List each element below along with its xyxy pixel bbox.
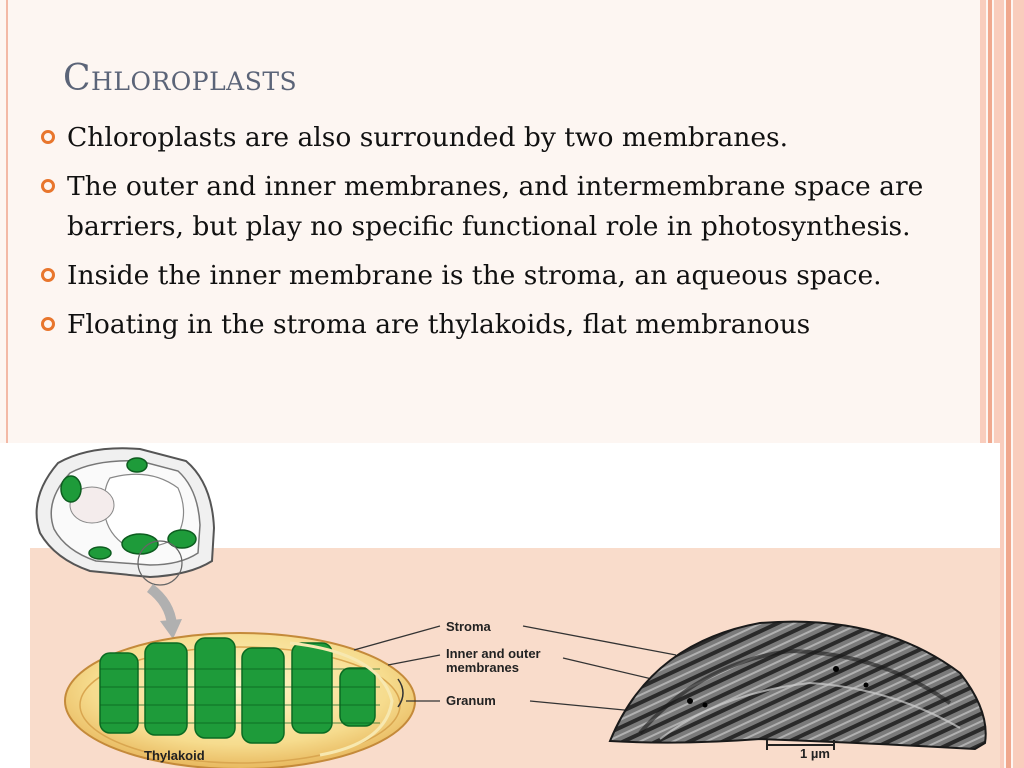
label-membranes-line2: membranes (446, 660, 519, 675)
bullet-text: The outer and inner membranes, and intermembrane space are barriers, but play no specific functional role in photosynthesis. (67, 171, 924, 242)
bullet-circle-icon (41, 179, 55, 193)
slide-title: Chloroplasts (63, 58, 298, 99)
label-membranes-line1: Inner and outer (446, 646, 541, 661)
bullet-circle-icon (41, 317, 55, 331)
bullet-circle-icon (41, 130, 55, 144)
label-stroma: Stroma (446, 619, 491, 634)
label-thylakoid: Thylakoid (144, 748, 205, 763)
chloroplast-3d-drawing (65, 633, 415, 768)
bullet-item (40, 167, 970, 247)
bullet-text: Floating in the stroma are thylakoids, flat membranous (67, 309, 811, 340)
bullet-circle-icon (41, 268, 55, 282)
chloroplast-figure (0, 443, 1000, 768)
bullet-text: Inside the inner membrane is the stroma, an aqueous space. (67, 260, 882, 291)
label-granum: Granum (446, 693, 496, 708)
bullet-list (40, 118, 970, 354)
bullet-item (40, 256, 970, 296)
bullet-item (40, 305, 970, 345)
bullet-item (40, 118, 970, 158)
bullet-text: Chloroplasts are also surrounded by two membranes. (67, 122, 789, 153)
label-scale: 1 µm (800, 746, 830, 761)
